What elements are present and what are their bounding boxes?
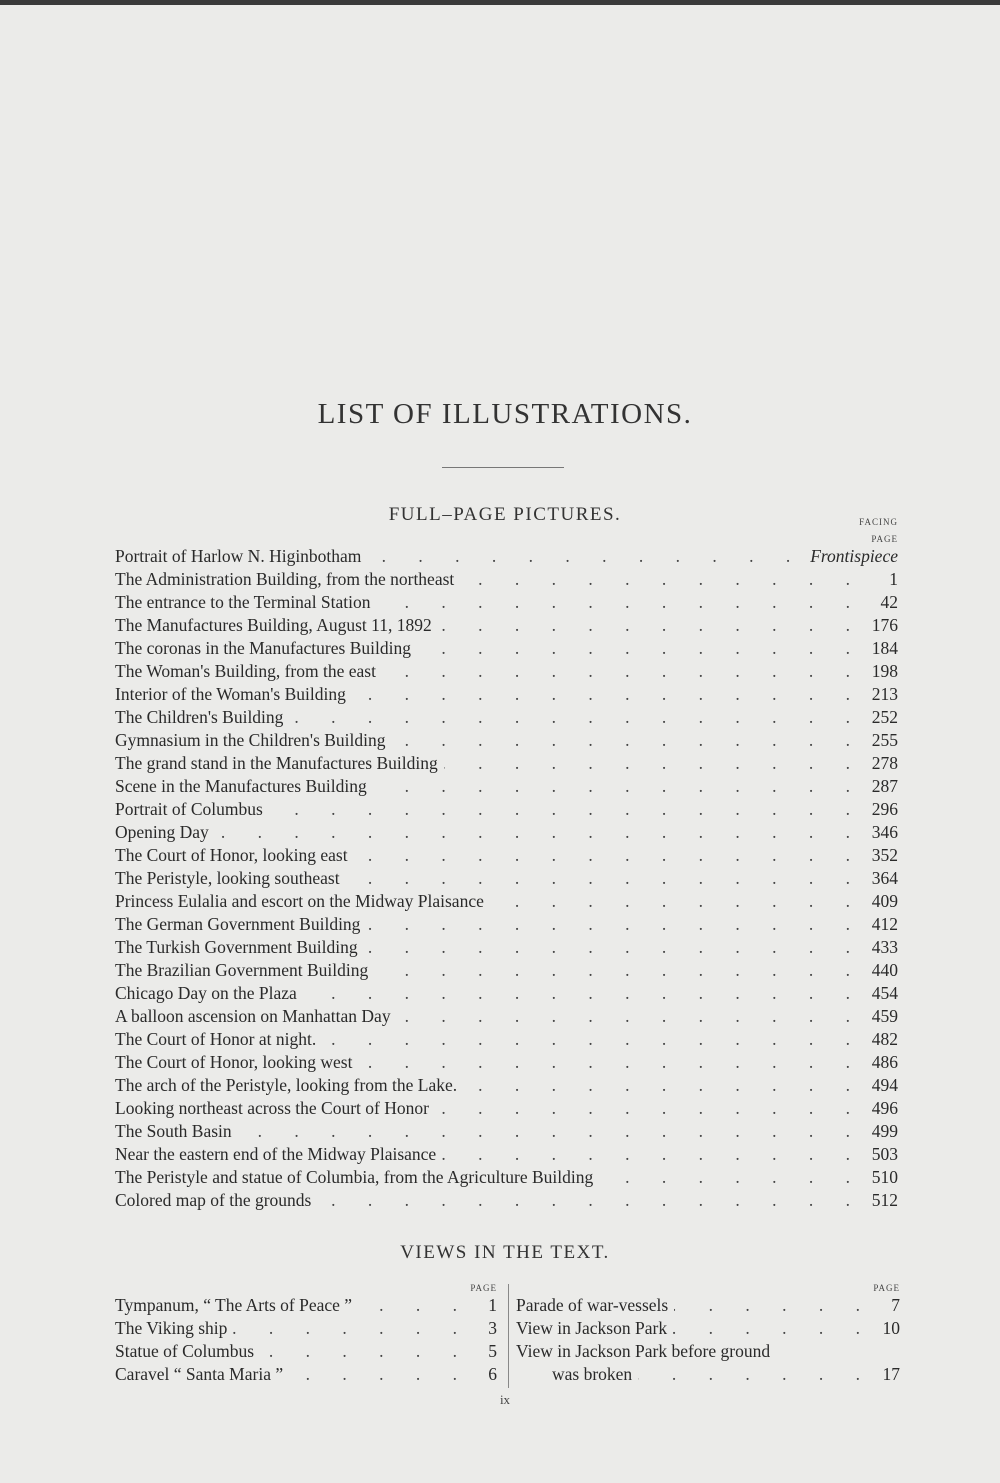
item-label: The Brazilian Government Building (115, 960, 369, 980)
item-label: The Court of Honor, looking east (115, 845, 348, 865)
dot-leader (354, 844, 864, 867)
item-page-number: 454 (871, 983, 898, 1003)
dot-leader (673, 1317, 874, 1340)
views-heading: VIEWS IN THE TEXT. (400, 1242, 610, 1263)
list-item (115, 1189, 898, 1212)
item-page-number: 482 (871, 1029, 898, 1049)
item-page-number: 1 (889, 569, 898, 589)
item-page-number: 287 (871, 776, 898, 796)
item-label: The Court of Honor, looking west (115, 1052, 353, 1072)
list-item (115, 660, 898, 683)
item-label: A balloon ascension on Manhattan Day (115, 1006, 391, 1026)
list-item (516, 1340, 900, 1363)
dot-leader (417, 637, 864, 660)
item-label: The Turkish Government Building (115, 937, 358, 957)
facing-page-column-header (840, 514, 898, 548)
item-label: The entrance to the Terminal Station (115, 592, 371, 612)
item-page-number: 3 (488, 1318, 497, 1338)
full-page-list (115, 545, 898, 1212)
list-item (115, 1143, 898, 1166)
dot-leader (358, 1294, 471, 1317)
item-page-number: 1 (488, 1295, 497, 1315)
item-label: Scene in the Manufactures Building (115, 776, 367, 796)
list-item (115, 775, 898, 798)
list-item (115, 614, 898, 637)
dot-leader (373, 775, 864, 798)
dot-leader (346, 867, 864, 890)
dot-leader (303, 982, 864, 1005)
item-page-number: 184 (871, 638, 898, 658)
item-label: Opening Day (115, 822, 209, 842)
item-page-number: 412 (871, 914, 898, 934)
item-label: The Peristyle and statue of Columbia, from the Agriculture Building (115, 1167, 594, 1187)
item-page-number: 440 (871, 960, 898, 980)
dot-leader (374, 959, 864, 982)
item-page-number: 494 (871, 1075, 898, 1095)
list-item (115, 1317, 497, 1340)
item-page-number: 409 (871, 891, 898, 911)
item-page-number: 6 (488, 1364, 497, 1384)
item-label: Tympanum, “ The Arts of Peace ” (115, 1295, 353, 1315)
list-item (115, 1074, 898, 1097)
list-item (115, 1028, 898, 1051)
facing-label: FACING (859, 517, 898, 527)
item-label: View in Jackson Park (516, 1318, 668, 1338)
item-page-number: Frontispiece (810, 546, 898, 566)
title-divider (442, 467, 564, 468)
scan-top-edge (0, 0, 1000, 5)
dot-leader (269, 798, 864, 821)
list-item (115, 1097, 898, 1120)
list-item (115, 890, 898, 913)
item-page-number: 198 (871, 661, 898, 681)
dot-leader (260, 1340, 471, 1363)
item-label: Parade of war-vessels (516, 1295, 669, 1315)
item-page-number: 255 (871, 730, 898, 750)
dot-leader (238, 1120, 864, 1143)
item-label: The Woman's Building, from the east (115, 661, 376, 681)
item-label: Near the eastern end of the Midway Plaisance (115, 1144, 437, 1164)
list-item (115, 729, 898, 752)
list-item (115, 568, 898, 591)
dot-leader (367, 545, 804, 568)
item-label: The arch of the Peristyle, looking from the Lake. (115, 1075, 458, 1095)
item-label: The Viking ship (115, 1318, 228, 1338)
item-label: The Administration Building, from the northeast (115, 569, 455, 589)
item-page-number: 352 (871, 845, 898, 865)
item-label: Gymnasium in the Children's Building (115, 730, 386, 750)
dot-leader (364, 936, 864, 959)
views-left-column (115, 1294, 497, 1386)
item-label: Portrait of Harlow N. Higinbotham (115, 546, 362, 566)
list-item (115, 1120, 898, 1143)
item-page-number: 176 (871, 615, 898, 635)
dot-leader (377, 591, 864, 614)
item-label: Portrait of Columbus (115, 799, 263, 819)
item-label: Chicago Day on the Plaza (115, 983, 297, 1003)
dot-leader (674, 1294, 874, 1317)
dot-leader (392, 729, 864, 752)
views-right-column (516, 1294, 900, 1386)
list-item (115, 637, 898, 660)
dot-leader (352, 683, 864, 706)
item-page-number: 213 (871, 684, 898, 704)
column-divider (508, 1284, 509, 1388)
dot-leader (435, 1097, 864, 1120)
item-page-number: 496 (871, 1098, 898, 1118)
views-right-page-header: PAGE (873, 1283, 900, 1293)
item-label: The Children's Building (115, 707, 284, 727)
item-label: was broken (552, 1364, 633, 1384)
page-label: PAGE (871, 534, 898, 544)
views-left-page-header: PAGE (470, 1283, 497, 1293)
item-label: Caravel “ Santa Maria ” (115, 1364, 284, 1384)
dot-leader (638, 1363, 874, 1386)
item-label: View in Jackson Park before ground (516, 1341, 771, 1361)
list-item (516, 1294, 900, 1317)
item-label: The grand stand in the Manufactures Building (115, 753, 438, 773)
item-page-number: 5 (488, 1341, 497, 1361)
item-page-number: 296 (871, 799, 898, 819)
list-item (516, 1317, 900, 1340)
dot-leader (289, 1363, 471, 1386)
item-label: The German Government Building (115, 914, 361, 934)
item-page-number: 252 (871, 707, 898, 727)
list-item (115, 706, 898, 729)
list-item (516, 1363, 900, 1386)
item-label: Looking northeast across the Court of Honor (115, 1098, 429, 1118)
dot-leader (460, 568, 864, 591)
item-page-number: 7 (891, 1295, 900, 1315)
page-title: LIST OF ILLUSTRATIONS. (317, 398, 693, 430)
item-page-number: 459 (871, 1006, 898, 1026)
dot-leader (463, 1074, 864, 1097)
dot-leader (215, 821, 864, 844)
item-label: The South Basin (115, 1121, 232, 1141)
item-label: The coronas in the Manufactures Building (115, 638, 411, 658)
list-item (115, 936, 898, 959)
item-page-number: 17 (882, 1364, 900, 1384)
list-item (115, 821, 898, 844)
item-page-number: 486 (871, 1052, 898, 1072)
dot-leader (490, 890, 864, 913)
list-item (115, 591, 898, 614)
dot-leader (317, 1189, 864, 1212)
item-page-number: 346 (871, 822, 898, 842)
list-item (115, 752, 898, 775)
item-page-number: 512 (871, 1190, 898, 1210)
item-label: Statue of Columbus (115, 1341, 255, 1361)
list-item (115, 545, 898, 568)
list-item (115, 959, 898, 982)
item-label: The Court of Honor at night. (115, 1029, 317, 1049)
list-item (115, 1363, 497, 1386)
item-label: The Peristyle, looking southeast (115, 868, 340, 888)
dot-leader (444, 752, 864, 775)
dot-leader (397, 1005, 864, 1028)
list-item (115, 867, 898, 890)
dot-leader (233, 1317, 471, 1340)
item-page-number: 42 (880, 592, 898, 612)
item-page-number: 278 (871, 753, 898, 773)
list-item (115, 1051, 898, 1074)
dot-leader (438, 614, 864, 637)
item-page-number: 10 (882, 1318, 900, 1338)
list-item (115, 1340, 497, 1363)
item-label: The Manufactures Building, August 11, 1892 (115, 615, 432, 635)
list-item (115, 982, 898, 1005)
dot-leader (322, 1028, 864, 1051)
list-item (115, 913, 898, 936)
dot-leader (366, 913, 864, 936)
item-page-number: 433 (871, 937, 898, 957)
item-page-number: 364 (871, 868, 898, 888)
item-label: Interior of the Woman's Building (115, 684, 346, 704)
item-label: Princess Eulalia and escort on the Midway Plaisance (115, 891, 484, 911)
page-number: ix (499, 1392, 511, 1407)
dot-leader (442, 1143, 864, 1166)
dot-leader (289, 706, 864, 729)
list-item (115, 683, 898, 706)
list-item (115, 1294, 497, 1317)
dot-leader (358, 1051, 864, 1074)
item-label: Colored map of the grounds (115, 1190, 312, 1210)
list-item (115, 844, 898, 867)
list-item (115, 1166, 898, 1189)
item-page-number: 510 (871, 1167, 898, 1187)
dot-leader (599, 1166, 864, 1189)
item-page-number: 503 (871, 1144, 898, 1164)
full-page-heading: FULL–PAGE PICTURES. (388, 504, 622, 525)
list-item (115, 1005, 898, 1028)
dot-leader (382, 660, 864, 683)
list-item (115, 798, 898, 821)
item-page-number: 499 (871, 1121, 898, 1141)
